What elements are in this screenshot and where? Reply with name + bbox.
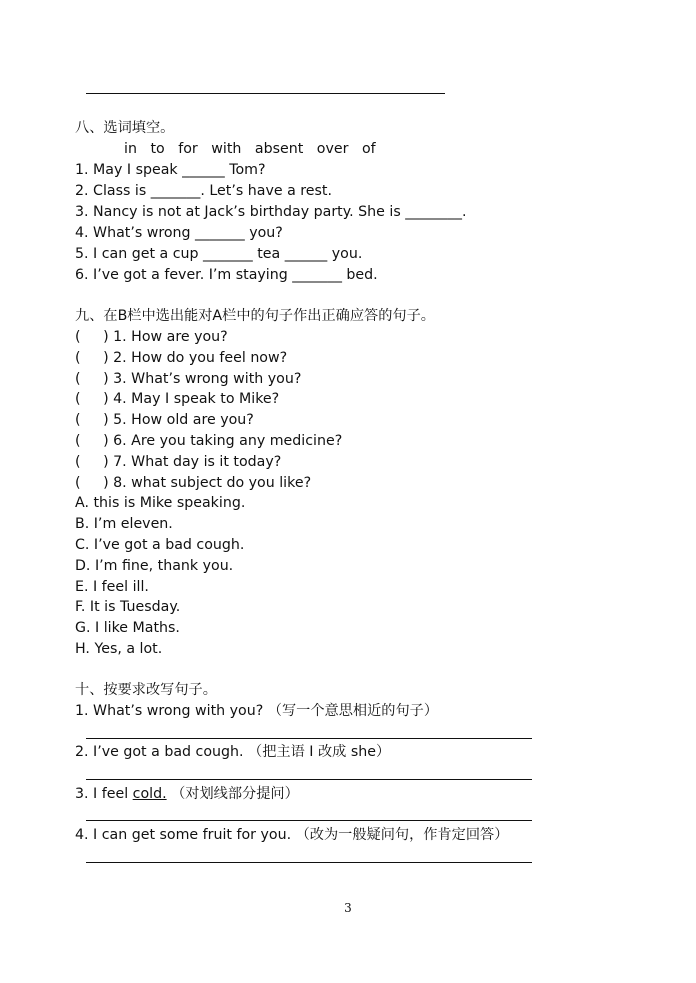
fill-item-3: 3. Nancy is not at Jack’s birthday party. She is ________.	[75, 204, 467, 220]
section10-title: 十、按要求改写句子。	[75, 682, 217, 698]
q3-suffix: （对划线部分提问）	[166, 786, 299, 802]
match-question-1: ( ) 1. How are you?	[75, 329, 228, 345]
rewrite-answer-line-1	[86, 738, 532, 739]
match-answer-g: G. I like Maths.	[75, 620, 180, 636]
match-answer-a: A. this is Mike speaking.	[75, 495, 246, 511]
match-answer-e: E. I feel ill.	[75, 579, 149, 595]
fill-item-4: 4. What’s wrong _______ you?	[75, 225, 283, 241]
match-answer-c: C. I’ve got a bad cough.	[75, 537, 245, 553]
match-question-6: ( ) 6. Are you taking any medicine?	[75, 433, 343, 449]
fill-item-6: 6. I’ve got a fever. I’m staying _______ bed.	[75, 267, 378, 283]
rewrite-answer-line-3	[86, 820, 532, 821]
match-question-5: ( ) 5. How old are you?	[75, 412, 254, 428]
fill-item-2: 2. Class is _______. Let’s have a rest.	[75, 183, 332, 199]
q3-underlined-word: cold.	[132, 786, 167, 802]
match-question-2: ( ) 2. How do you feel now?	[75, 350, 288, 366]
match-answer-h: H. Yes, a lot.	[75, 641, 163, 657]
rewrite-question-3	[75, 784, 299, 804]
fill-item-5: 5. I can get a cup _______ tea ______ you.	[75, 246, 363, 262]
fill-item-1: 1. May I speak ______ Tom?	[75, 162, 266, 178]
rewrite-question-2: 2. I’ve got a bad cough. （把主语 I 改成 she）	[75, 744, 391, 760]
section8-title: 八、选词填空。	[75, 120, 175, 136]
top-answer-line	[86, 93, 445, 94]
rewrite-answer-line-4	[86, 862, 532, 863]
match-answer-d: D. I’m fine, thank you.	[75, 558, 234, 574]
word-bank: in to for with absent over of	[124, 141, 376, 157]
match-answer-b: B. I’m eleven.	[75, 516, 173, 532]
match-question-8: ( ) 8. what subject do you like?	[75, 475, 312, 491]
match-question-7: ( ) 7. What day is it today?	[75, 454, 282, 470]
rewrite-question-1: 1. What’s wrong with you? （写一个意思相近的句子）	[75, 703, 439, 719]
match-question-4: ( ) 4. May I speak to Mike?	[75, 391, 280, 407]
rewrite-answer-line-2	[86, 779, 532, 780]
page-number: 3	[344, 901, 352, 915]
match-question-3: ( ) 3. What’s wrong with you?	[75, 371, 302, 387]
match-answer-f: F. It is Tuesday.	[75, 599, 181, 615]
rewrite-question-4: 4. I can get some fruit for you. （改为一般疑问句，作肯定回答）	[75, 827, 509, 843]
section9-title: 九、在B栏中选出能对A栏中的句子作出正确应答的句子。	[75, 308, 435, 324]
q3-prefix: 3. I feel	[75, 786, 133, 802]
